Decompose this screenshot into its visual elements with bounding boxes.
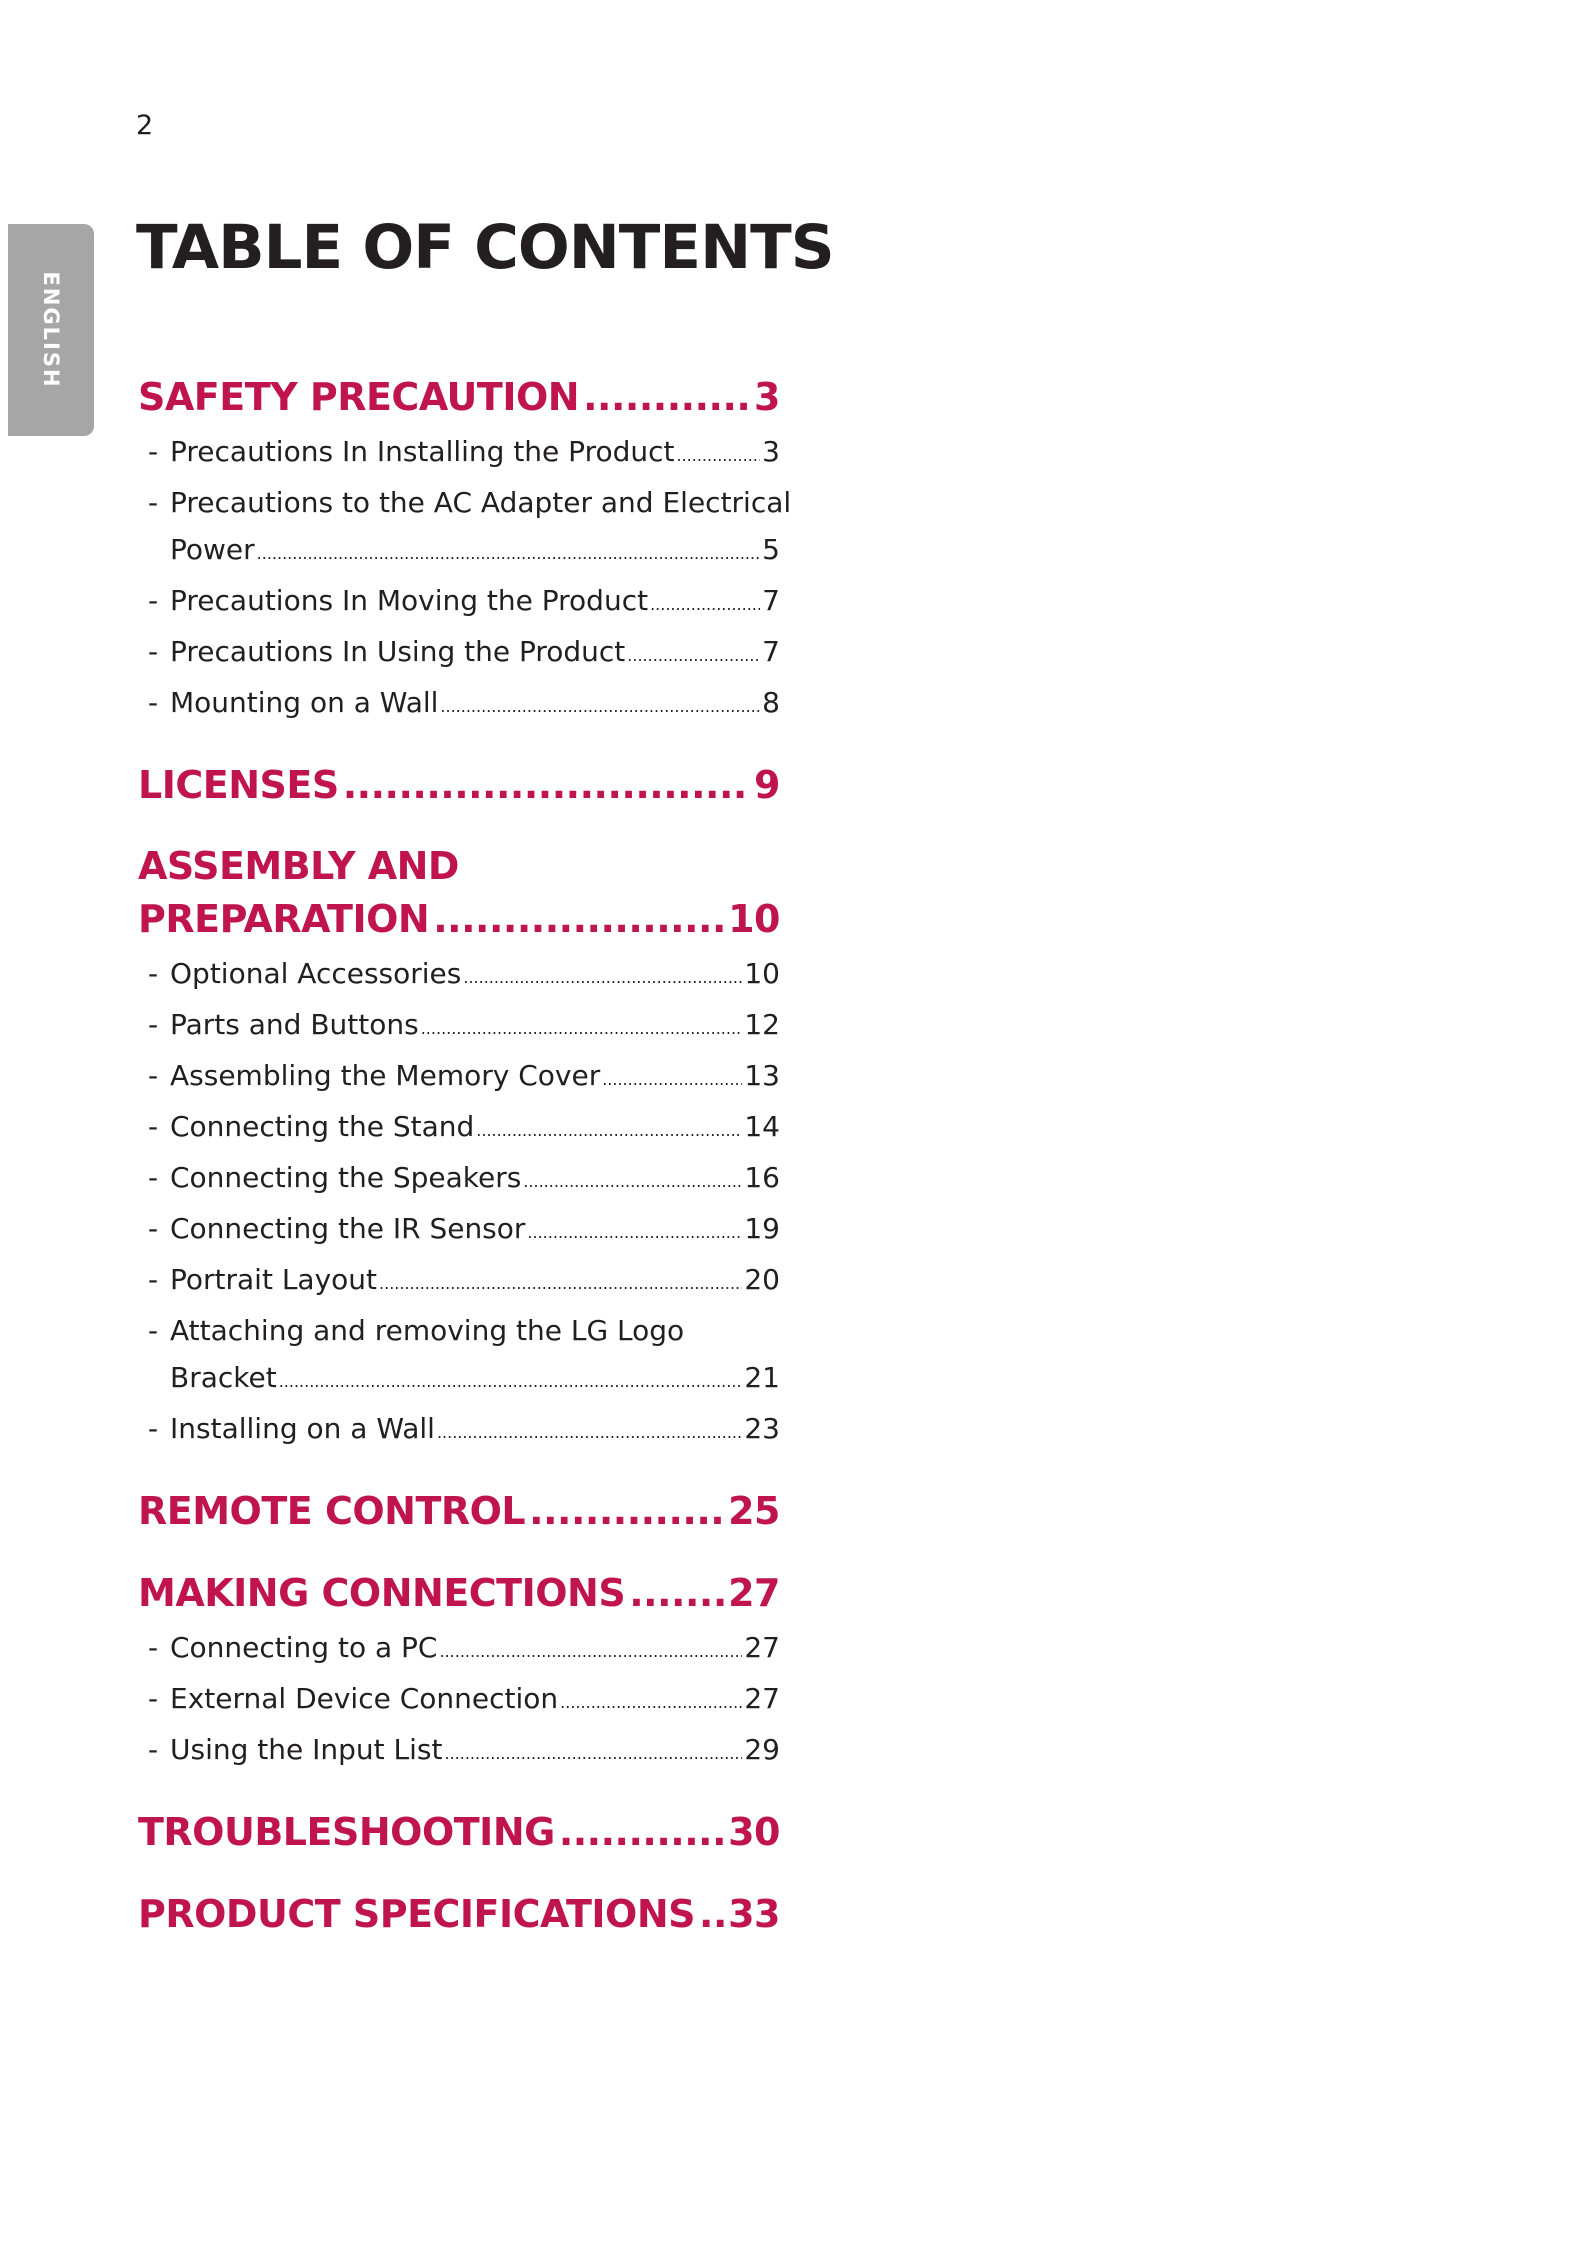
toc-entry[interactable] (138, 679, 780, 730)
dot-leader (444, 1730, 742, 1777)
dot-leader (463, 954, 742, 1001)
section-heading[interactable] (138, 370, 780, 424)
entry-text: Precautions In Using the Product (170, 635, 626, 668)
toc-section (138, 758, 780, 812)
entry-list (138, 1624, 780, 1777)
entry-bullet-dash: - (148, 1059, 159, 1092)
section-heading[interactable] (138, 1805, 780, 1859)
entry-text: External Device Connection (170, 1682, 559, 1715)
entry-bullet-dash: - (148, 1161, 159, 1194)
entry-page-number: 8 (762, 686, 780, 719)
dot-leader (527, 1209, 742, 1256)
dot-leader (476, 1107, 742, 1154)
entry-bullet-dash: - (148, 1008, 159, 1041)
entry-page-number: 5 (762, 533, 780, 566)
entry-bullet-dash: - (148, 1110, 159, 1143)
dot-leader (529, 1484, 724, 1538)
entry-text: Precautions In Installing the Product (170, 435, 675, 468)
toc-entry[interactable] (138, 577, 780, 628)
entry-page-number: 13 (744, 1059, 780, 1092)
section-heading-label: TROUBLESHOOTING (138, 1810, 555, 1854)
entry-bullet-dash: - (148, 1682, 159, 1715)
dot-leader (343, 758, 750, 812)
section-page-number: 3 (754, 375, 780, 419)
section-heading-line[interactable]: ASSEMBLY AND (138, 844, 459, 888)
entry-text-continued: Power (170, 533, 255, 566)
entry-list (138, 428, 792, 730)
toc-entry[interactable] (138, 1256, 780, 1307)
toc-entry[interactable] (138, 950, 780, 1001)
entry-text: Mounting on a Wall (170, 686, 439, 719)
entry-page-number: 21 (744, 1361, 780, 1394)
toc-entry[interactable] (138, 628, 780, 679)
entry-text: Connecting to a PC (170, 1631, 438, 1664)
entry-text: Parts and Buttons (170, 1008, 419, 1041)
entry-page-number: 16 (744, 1161, 780, 1194)
entry-page-number: 3 (762, 435, 780, 468)
toc-entry[interactable] (138, 1405, 780, 1456)
page-title: TABLE OF CONTENTS (136, 212, 834, 283)
entry-text-continued: Bracket (170, 1361, 277, 1394)
section-heading-label: SAFETY PRECAUTION (138, 375, 580, 419)
toc-section (138, 1566, 780, 1777)
entry-page-number: 12 (744, 1008, 780, 1041)
dot-leader (677, 432, 761, 479)
entry-page-number: 27 (744, 1682, 780, 1715)
section-heading[interactable] (138, 1566, 780, 1620)
section-page-number: 33 (728, 1892, 780, 1936)
dot-leader (437, 1409, 742, 1456)
entry-text: Installing on a Wall (170, 1412, 435, 1445)
toc-section (138, 370, 792, 730)
entry-page-number: 27 (744, 1631, 780, 1664)
entry-text: Precautions In Moving the Product (170, 584, 649, 617)
section-heading-label: LICENSES (138, 763, 339, 807)
entry-text: Assembling the Memory Cover (170, 1059, 601, 1092)
toc-entry[interactable] (138, 1205, 780, 1256)
section-heading-label: MAKING CONNECTIONS (138, 1571, 626, 1615)
entry-page-number: 29 (744, 1733, 780, 1766)
section-heading[interactable] (138, 1484, 780, 1538)
language-tab (8, 224, 94, 436)
section-page-number: 10 (728, 897, 780, 941)
entry-text: Attaching and removing the LG Logo (170, 1314, 685, 1347)
dot-leader (650, 581, 760, 628)
entry-bullet-dash: - (148, 1212, 159, 1245)
dot-leader (421, 1005, 743, 1052)
entry-text: Connecting the Stand (170, 1110, 475, 1143)
dot-leader (257, 530, 761, 577)
dot-leader (523, 1158, 742, 1205)
entry-bullet-dash: - (148, 1263, 159, 1296)
entry-text: Connecting the IR Sensor (170, 1212, 526, 1245)
entry-bullet-dash: - (148, 635, 159, 668)
dot-leader (379, 1260, 742, 1307)
dot-leader (559, 1805, 724, 1859)
dot-leader (629, 1566, 724, 1620)
section-heading-label: PREPARATION (138, 897, 430, 941)
toc-entry[interactable] (138, 1103, 780, 1154)
toc-entry[interactable] (138, 428, 780, 479)
section-heading[interactable] (138, 1887, 780, 1941)
entry-bullet-dash: - (148, 686, 159, 719)
section-heading[interactable] (138, 758, 780, 812)
entry-page-number: 23 (744, 1412, 780, 1445)
entry-text: Connecting the Speakers (170, 1161, 522, 1194)
toc-section (138, 1484, 780, 1538)
dot-leader (560, 1679, 742, 1726)
table-of-contents (138, 370, 792, 1969)
entry-bullet-dash: - (148, 1412, 159, 1445)
dot-leader (583, 370, 750, 424)
entry-page-number: 10 (744, 957, 780, 990)
entry-bullet-dash: - (148, 435, 159, 468)
dot-leader (699, 1887, 724, 1941)
entry-bullet-dash: - (148, 957, 159, 990)
toc-section (138, 1805, 780, 1859)
dot-leader (279, 1358, 743, 1405)
toc-entry[interactable] (138, 1001, 780, 1052)
section-heading[interactable] (138, 892, 780, 946)
entry-page-number: 14 (744, 1110, 780, 1143)
entry-page-number: 19 (744, 1212, 780, 1245)
toc-section (138, 840, 780, 1456)
dot-leader (439, 1628, 742, 1675)
entry-page-number: 20 (744, 1263, 780, 1296)
dot-leader (440, 683, 760, 730)
entry-list (138, 950, 780, 1456)
section-page-number: 27 (728, 1571, 780, 1615)
entry-bullet-dash: - (148, 1314, 159, 1347)
entry-bullet-dash: - (148, 584, 159, 617)
entry-page-number: 7 (762, 635, 780, 668)
toc-entry[interactable] (138, 1726, 780, 1777)
language-tab-label: ENGLISH (39, 271, 63, 389)
page-number: 2 (136, 110, 154, 141)
entry-bullet-dash: - (148, 1631, 159, 1664)
dot-leader (627, 632, 760, 679)
toc-entry[interactable] (138, 1307, 780, 1405)
toc-entry[interactable] (138, 479, 792, 577)
dot-leader (433, 892, 724, 946)
section-heading-label: REMOTE CONTROL (138, 1489, 526, 1533)
toc-entry[interactable] (138, 1154, 780, 1205)
dot-leader (602, 1056, 742, 1103)
section-page-number: 9 (754, 763, 780, 807)
section-heading-label: PRODUCT SPECIFICATIONS (138, 1892, 696, 1936)
entry-bullet-dash: - (148, 1733, 159, 1766)
section-page-number: 25 (728, 1489, 780, 1533)
entry-page-number: 7 (762, 584, 780, 617)
entry-bullet-dash: - (148, 486, 159, 519)
entry-text: Precautions to the AC Adapter and Electrical (170, 486, 792, 519)
entry-text: Using the Input List (170, 1733, 443, 1766)
entry-text: Portrait Layout (170, 1263, 378, 1296)
entry-text: Optional Accessories (170, 957, 462, 990)
section-page-number: 30 (728, 1810, 780, 1854)
toc-entry[interactable] (138, 1052, 780, 1103)
toc-entry[interactable] (138, 1675, 780, 1726)
toc-entry[interactable] (138, 1624, 780, 1675)
toc-section (138, 1887, 780, 1941)
